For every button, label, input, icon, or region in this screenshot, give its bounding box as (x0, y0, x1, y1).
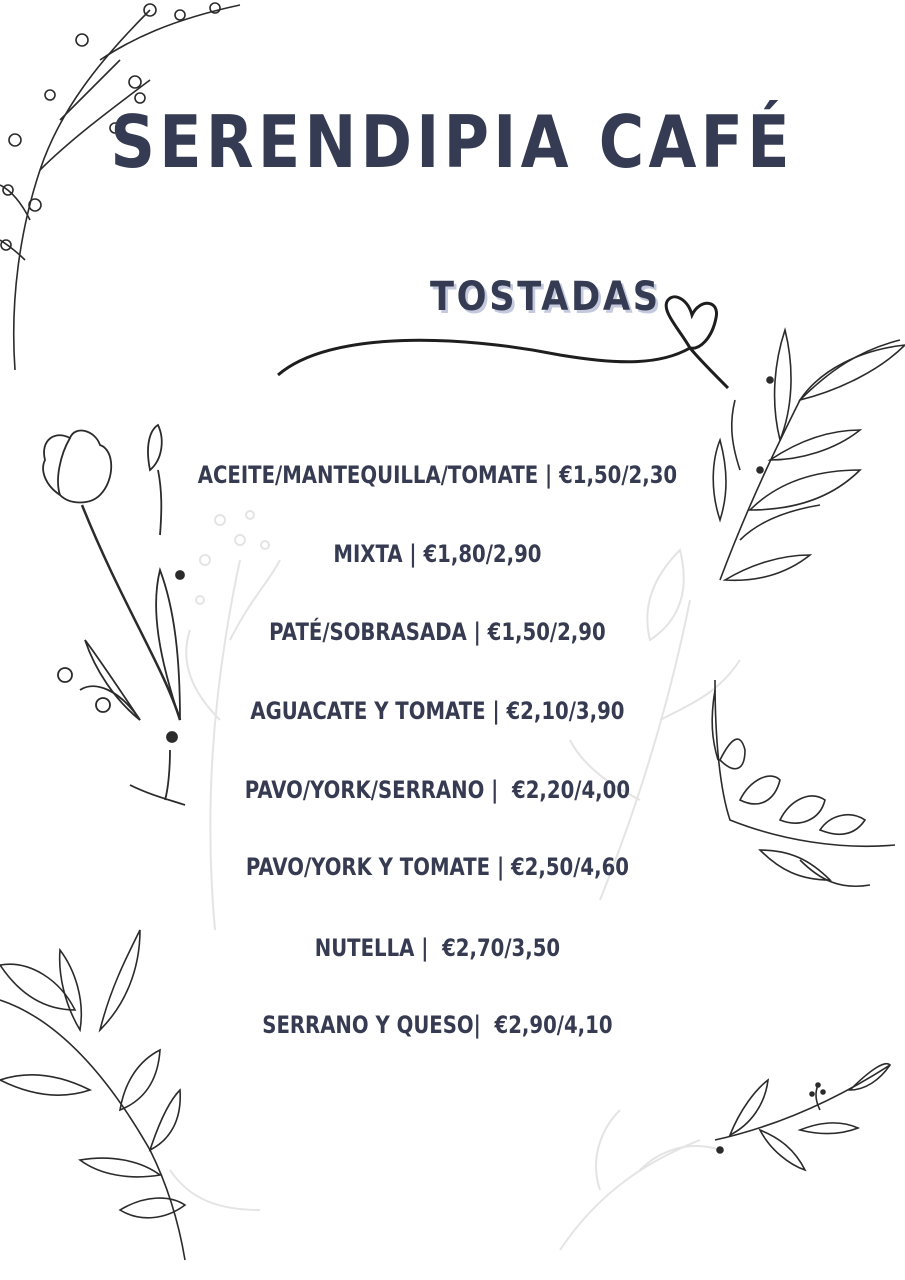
menu-item: SERRANO Y QUESO| €2,90/4,10 (262, 1011, 613, 1039)
menu-item: ACEITE/MANTEQUILLA/TOMATE | €1,50/2,30 (197, 461, 678, 489)
cafe-name-title: SERENDIPIA CAFÉ (110, 100, 794, 184)
menu-item: AGUACATE Y TOMATE | €2,10/3,90 (250, 697, 625, 725)
menu-item: PAVO/YORK/SERRANO | €2,20/4,00 (244, 776, 631, 804)
menu-item: PATÉ/SOBRASADA | €1,50/2,90 (269, 618, 606, 646)
section-title: TOSTADAS (430, 274, 661, 320)
menu-item: MIXTA | €1,80/2,90 (333, 540, 542, 568)
menu-item: PAVO/YORK Y TOMATE | €2,50/4,60 (245, 853, 629, 881)
menu-item: NUTELLA | €2,70/3,50 (314, 934, 561, 962)
